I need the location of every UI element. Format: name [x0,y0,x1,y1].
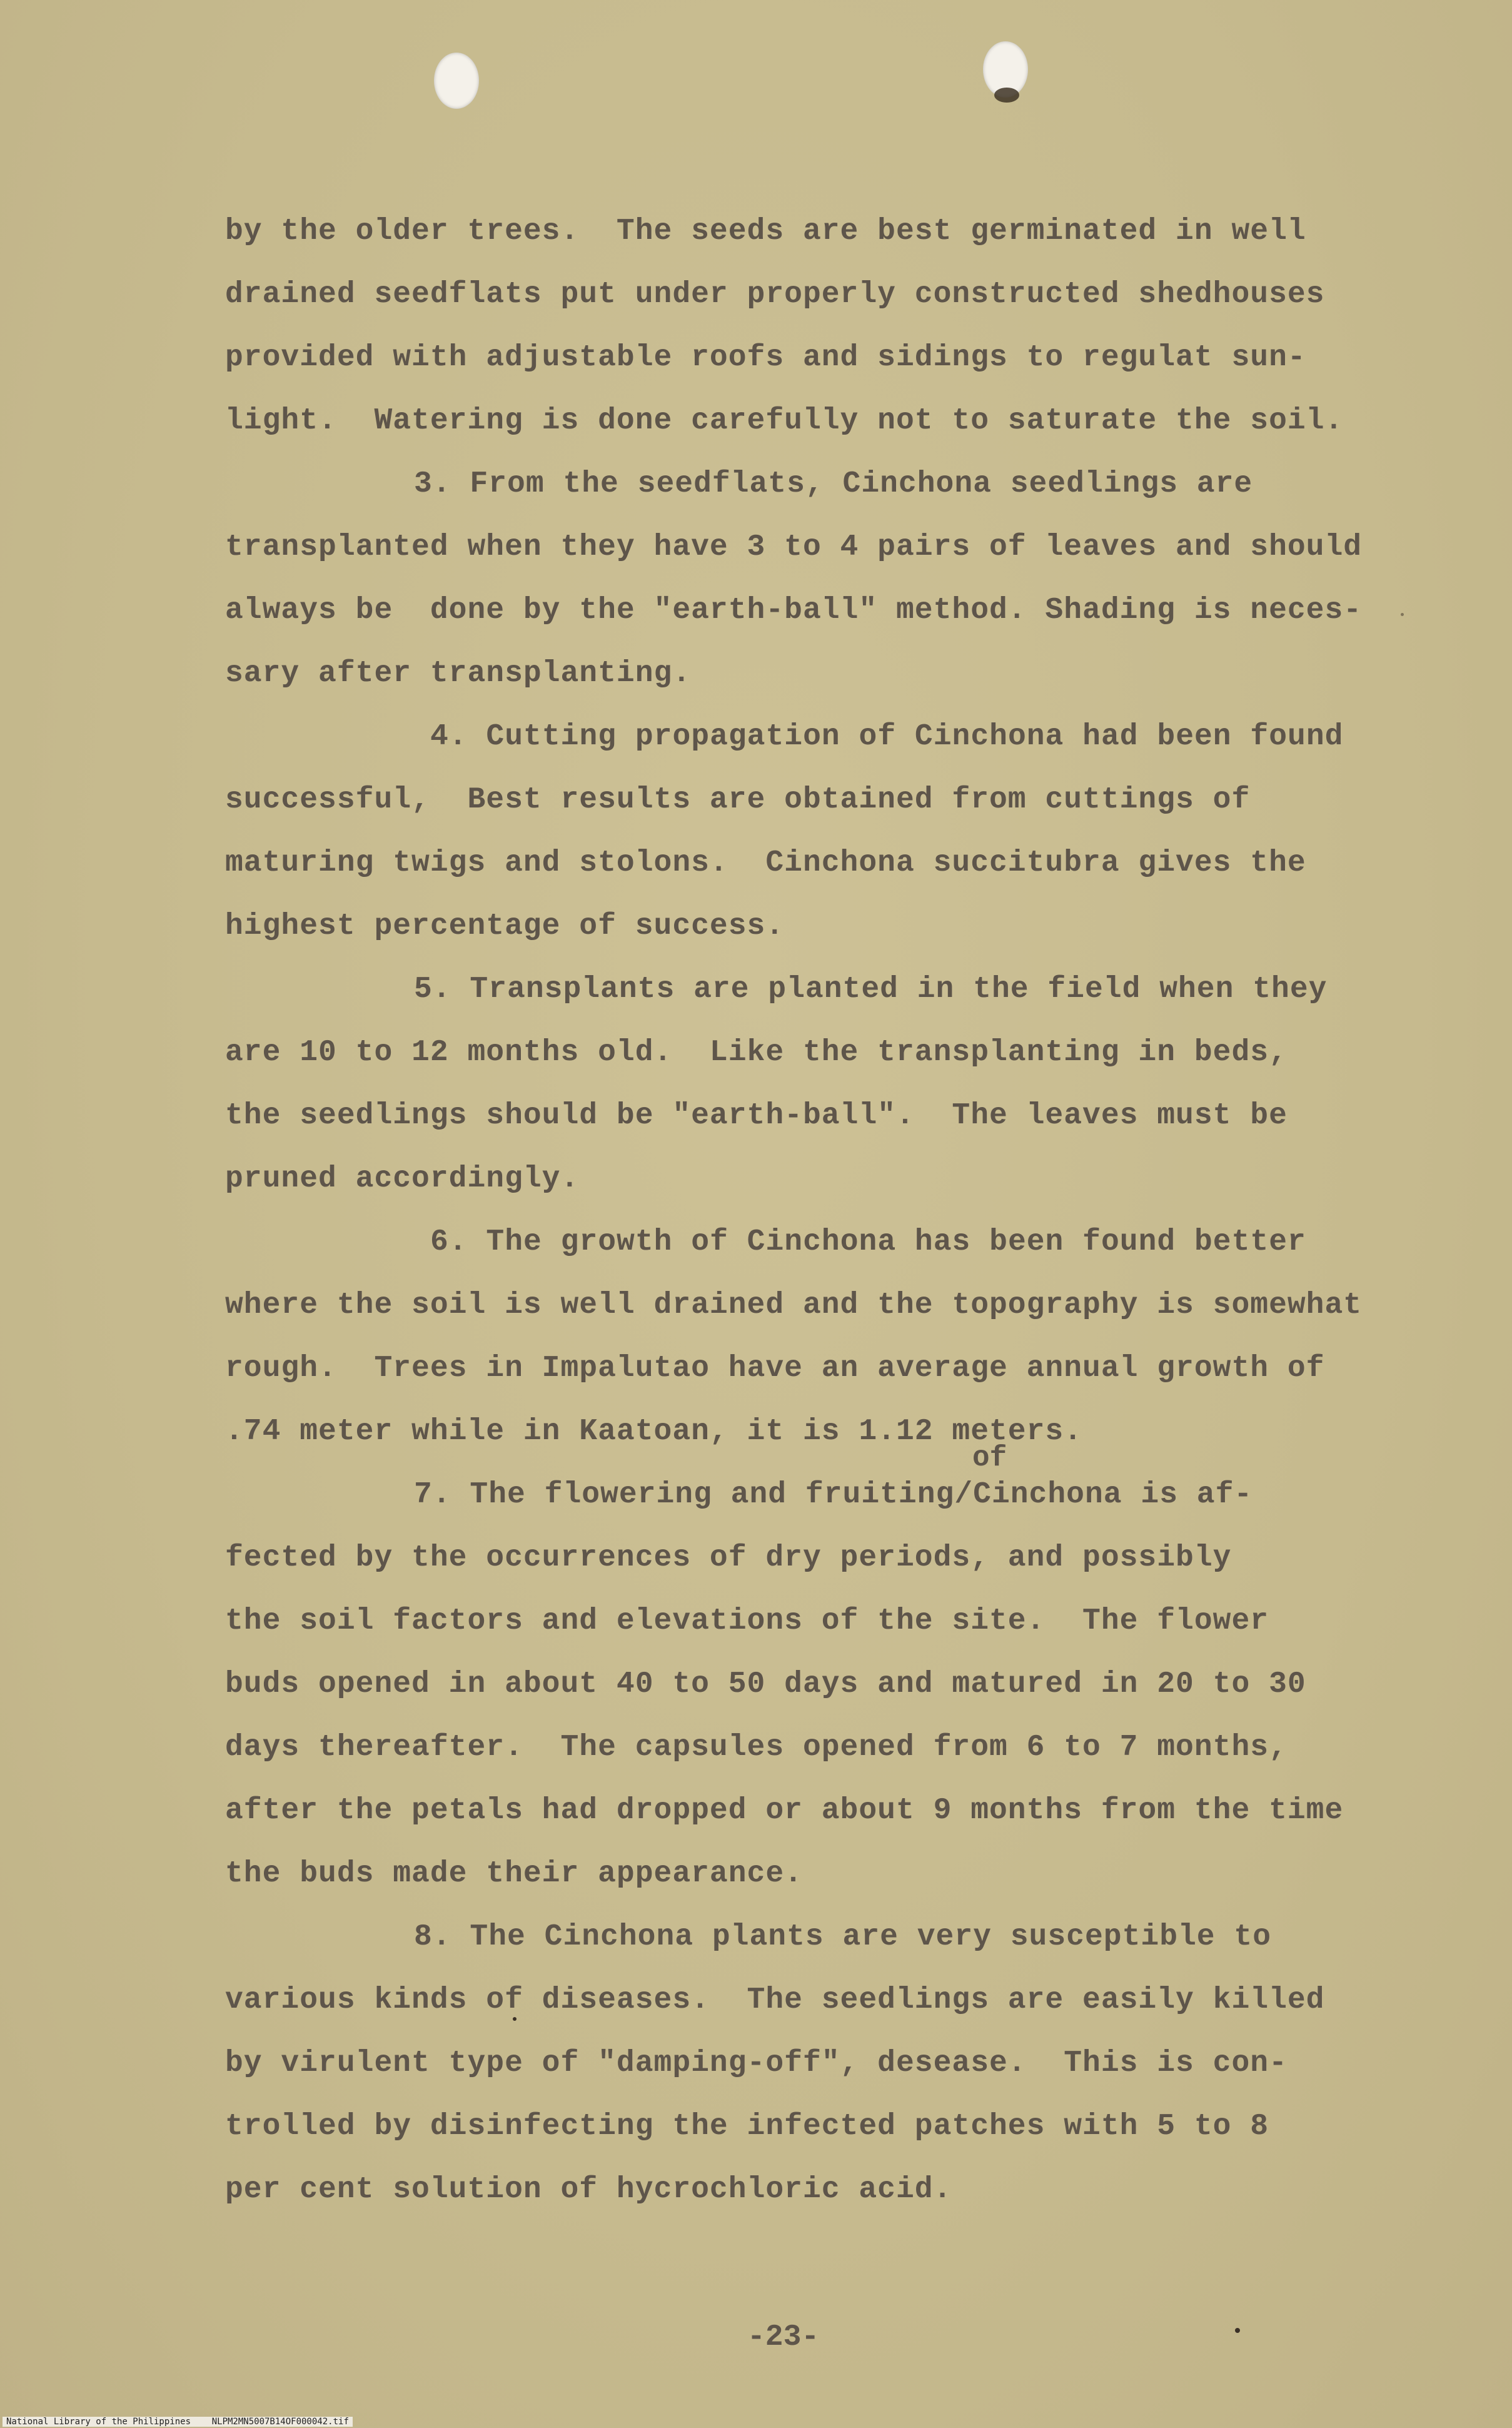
text-line: sary after transplanting. [225,657,692,690]
ink-speck [1401,613,1404,616]
text-line: the buds made their appearance. [225,1857,803,1891]
text-line: trolled by disinfecting the infected patches with 5 to 8 [225,2110,1269,2143]
text-line: highest percentage of success. [225,909,785,943]
paragraph-7-start: 7. The flowering and fruiting/Cinchona is af- [414,1478,1253,1512]
interlinear-insertion: of [972,1442,1007,1474]
ink-speck [513,2017,517,2021]
text-line: buds opened in about 40 to 50 days and matured in 20 to 30 [225,1667,1306,1701]
text-line: by the older trees. The seeds are best germinated in well [225,215,1306,248]
paragraph-5-start: 5. Transplants are planted in the field when they [414,973,1328,1006]
paragraph-8-start: 8. The Cinchona plants are very susceptible to [414,1920,1272,1954]
text-line: provided with adjustable roofs and sidings to regulat sun- [225,341,1306,375]
text-line: transplanted when they have 3 to 4 pairs of leaves and should [225,530,1363,564]
text-line: the soil factors and elevations of the site. The flower [225,1604,1269,1638]
text-line: .74 meter while in Kaatoan, it is 1.12 meters. [225,1415,1083,1449]
punch-hole-stain [994,88,1019,103]
paragraph-6-start: 6. The growth of Cinchona has been found better [430,1225,1306,1259]
text-line: per cent solution of hycrochloric acid. [225,2173,952,2207]
text-line: are 10 to 12 months old. Like the transplanting in beds, [225,1036,1288,1070]
ink-speck [1235,2328,1240,2333]
punch-hole [434,53,479,109]
page-number: -23- [747,2320,820,2354]
paragraph-3-start: 3. From the seedflats, Cinchona seedlings are [414,467,1253,501]
text-line: by virulent type of "damping-off", desease. This is con- [225,2046,1288,2080]
text-line: the seedlings should be "earth-ball". The leaves must be [225,1099,1288,1133]
paragraph-4-start: 4. Cutting propagation of Cinchona had been found [430,720,1344,754]
text-line: always be done by the "earth-ball" method. Shading is neces- [225,594,1363,627]
text-line: maturing twigs and stolons. Cinchona succitubra gives the [225,846,1306,880]
text-line: fected by the occurrences of dry periods, and possibly [225,1541,1232,1575]
text-line: rough. Trees in Impalutao have an average annual growth of [225,1352,1325,1385]
text-line: various kinds of diseases. The seedlings are easily killed [225,1983,1325,2017]
text-line: drained seedflats put under properly constructed shedhouses [225,278,1325,311]
text-line: successful, Best results are obtained from cuttings of [225,783,1251,817]
text-line: after the petals had dropped or about 9 months from the time [225,1794,1344,1828]
text-line: days thereafter. The capsules opened from 6 to 7 months, [225,1731,1288,1764]
text-line: where the soil is well drained and the topography is somewhat [225,1288,1363,1322]
text-line: pruned accordingly. [225,1162,580,1196]
scan-footer: National Library of the Philippines NLPM2MN5007B14OF000042.tif [3,2417,353,2427]
text-line: light. Watering is done carefully not to saturate the soil. [225,404,1344,438]
